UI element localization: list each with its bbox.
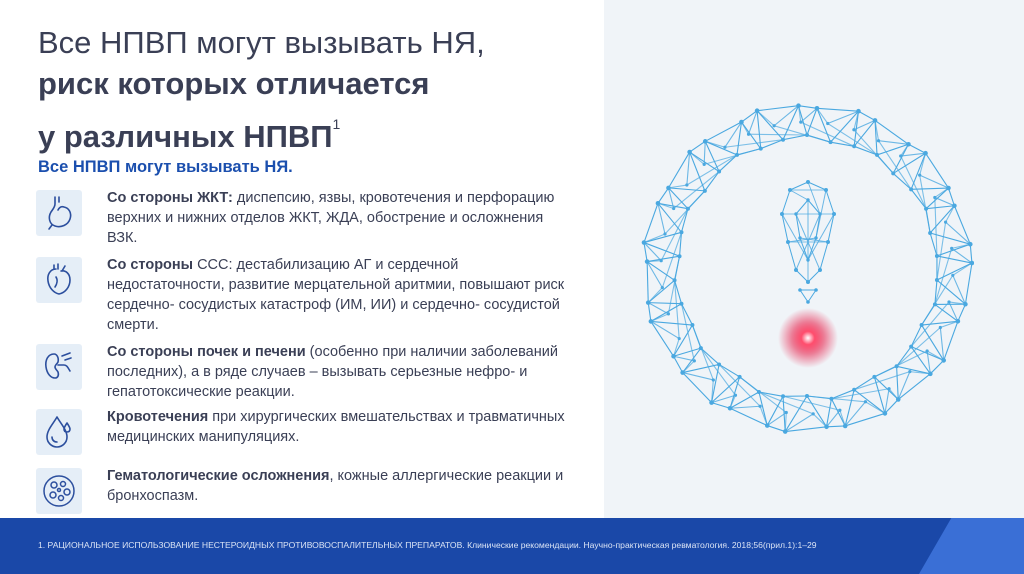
item-heading: Со стороны ЖКТ: — [107, 190, 233, 206]
title-footnote-mark: 1 — [332, 116, 341, 132]
kidney-liver-icon — [36, 344, 82, 390]
item-heading: Со стороны — [107, 257, 194, 273]
blood-cells-icon — [36, 468, 82, 514]
item-heading: Гематологические осложнения — [107, 468, 330, 484]
title-line-3-text: у различных НПВП — [38, 119, 333, 154]
heart-icon — [36, 257, 82, 303]
item-text — [107, 466, 567, 506]
subtitle: Все НПВП могут вызывать НЯ. — [38, 158, 293, 176]
footer-bar — [0, 518, 1024, 574]
footer-reference: 1. РАЦИОНАЛЬНОЕ ИСПОЛЬЗОВАНИЕ НЕСТЕРОИДНЫХ ПРОТИВОВОСПАЛИТЕЛЬНЫХ ПРЕПАРАТОВ. Клинические рекомендации. Научно-практическая ревматология. 2018;56(прил.1):1–29 — [38, 540, 817, 550]
stomach-icon — [36, 190, 82, 236]
item-body: (особенно при наличии заболеваний последних), а в ряде случаев – вызывать серьезные нефро- и гепатотоксические реакции. — [107, 344, 558, 400]
item-body: при хирургических вмешательствах и травматичных медицинских манипуляциях. — [107, 409, 565, 445]
item-body: диспепсию, язвы, кровотечения и перфорацию верхних и нижних отделов ЖКТ, ЖДА, обострение и осложнения ВЗК. — [107, 190, 555, 246]
title-line-2: риск которых отличается — [38, 66, 430, 101]
blood-drop-icon — [36, 409, 82, 455]
item-body: , кожные аллергические реакции и бронхоспазм. — [107, 468, 564, 504]
warning-mesh-graphic — [640, 82, 974, 454]
item-body: ССС: дестабилизацию АГ и сердечной недостаточности, развитие мерцательной аритмии, повышают риск сердечно- сосудистых катастроф (ИМ, ИИ) и сердечно- сосудистой смерти. — [107, 257, 565, 333]
item-text — [107, 407, 567, 447]
item-text — [107, 255, 567, 335]
title-line-1: Все НПВП могут вызывать НЯ, — [38, 25, 485, 60]
alert-glow — [778, 308, 838, 368]
item-heading: Кровотечения — [107, 409, 209, 425]
footer-accent-shape — [911, 518, 1024, 574]
item-text — [107, 188, 567, 248]
item-text — [107, 342, 567, 402]
item-heading: Со стороны почек и печени — [107, 344, 306, 360]
exclamation-mark-icon — [780, 180, 836, 304]
page-title — [38, 22, 598, 157]
title-line-3 — [38, 104, 598, 157]
